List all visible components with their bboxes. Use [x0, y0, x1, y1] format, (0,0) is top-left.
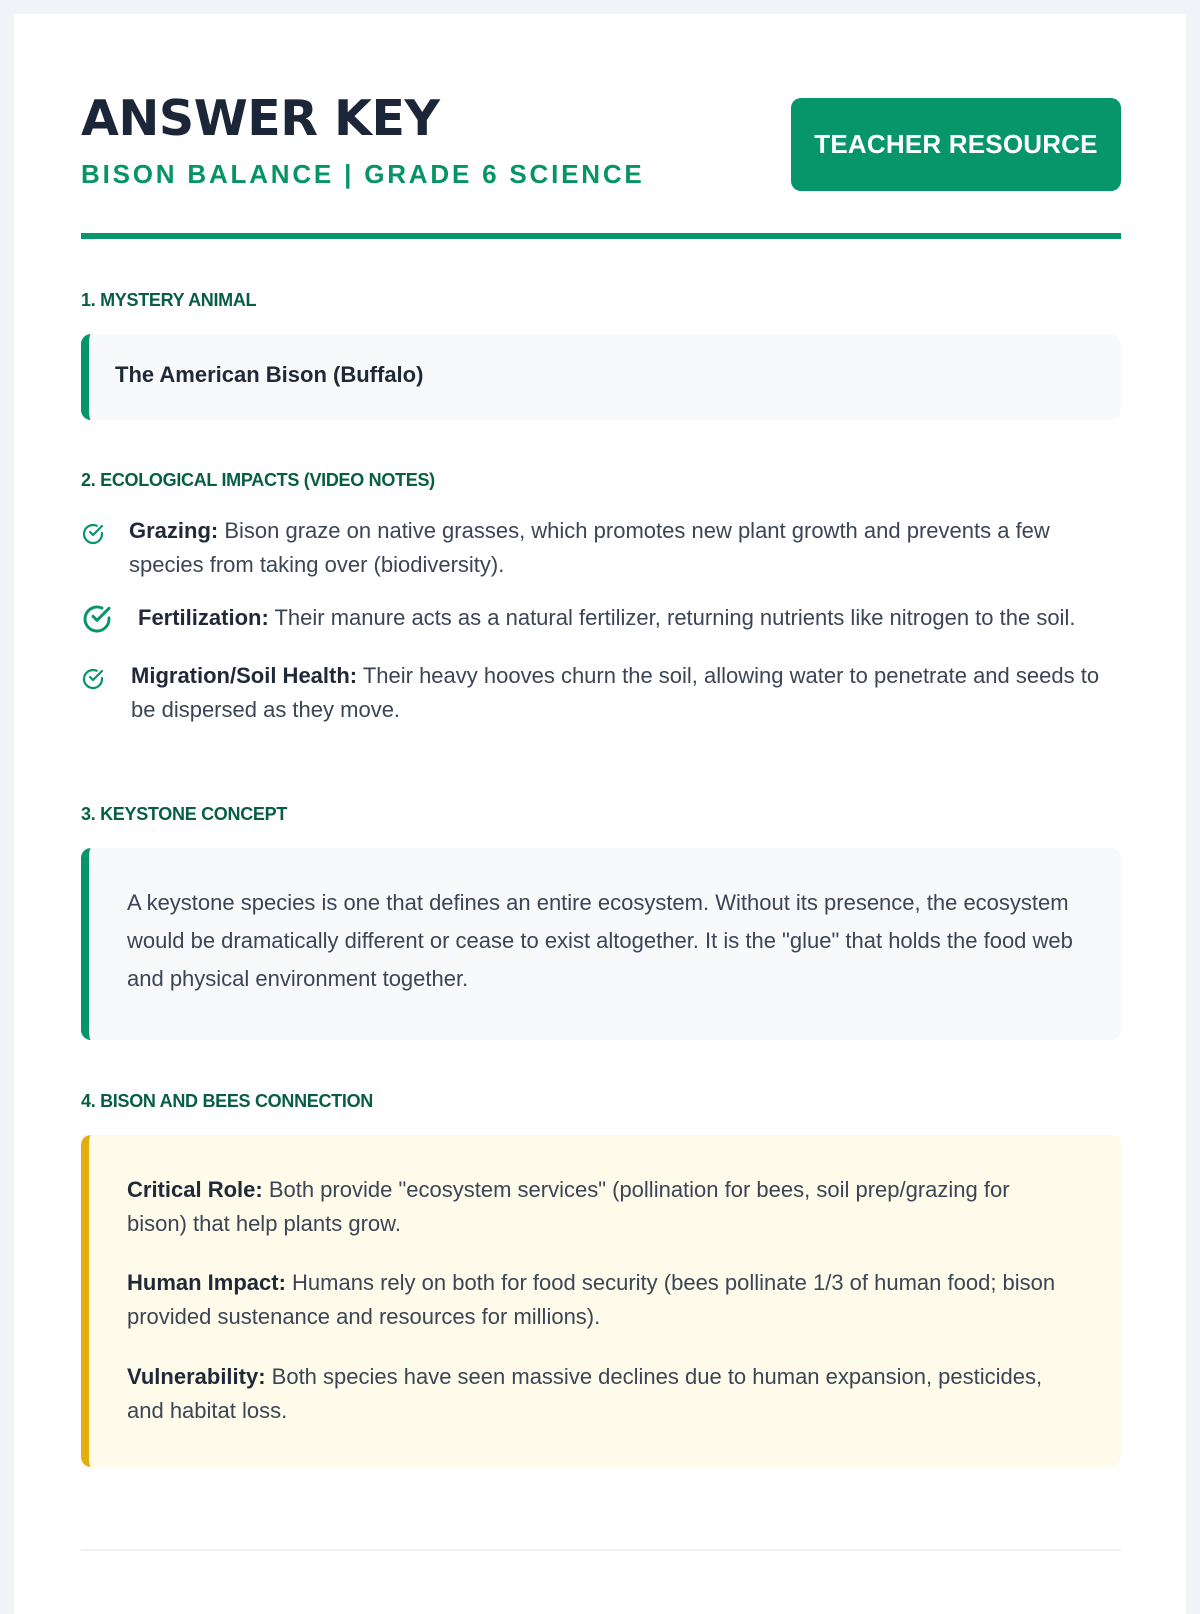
bees-point-label: Critical Role: [127, 1177, 263, 1202]
header [81, 90, 1121, 194]
impact-text [129, 514, 1121, 582]
bees-connection-box [81, 1135, 1121, 1467]
bees-point-text: Both species have seen massive declines due to human expansion, pesticides, and habitat loss. [127, 1364, 1043, 1423]
check-circle-icon [81, 603, 138, 640]
check-circle-icon [81, 522, 129, 551]
teacher-resource-badge: TEACHER RESOURCE [791, 98, 1121, 191]
keystone-box [81, 848, 1121, 1040]
impact-text [138, 601, 1098, 635]
page-subtitle: BISON BALANCE | GRADE 6 SCIENCE [81, 159, 645, 189]
section-title-mystery-animal: 1. MYSTERY ANIMAL [81, 290, 257, 310]
mystery-answer-box [81, 334, 1121, 420]
impact-text [131, 659, 1121, 727]
impact-label: Fertilization: [138, 605, 269, 630]
section-title-keystone-concept: 3. KEYSTONE CONCEPT [81, 804, 288, 824]
impact-description: Bison graze on native grasses, which promotes new plant growth and prevents a few species from taking over (biodiversity). [129, 518, 1050, 577]
list-item [81, 514, 1121, 582]
impacts-list [81, 514, 1121, 746]
section-title-bison-and-bees: 4. BISON AND BEES CONNECTION [81, 1091, 373, 1111]
impact-label: Grazing: [129, 518, 219, 543]
bees-point [127, 1173, 1057, 1241]
impact-description: Their manure acts as a natural fertilizer, returning nutrients like nitrogen to the soil. [268, 605, 1076, 630]
bees-point-text: Humans rely on both for food security (bees pollinate 1/3 of human food; bison provided sustenance and resources for millions). [127, 1270, 1056, 1329]
bees-point-label: Vulnerability: [127, 1364, 266, 1389]
impact-label: Migration/Soil Health: [131, 663, 358, 688]
keystone-definition: A keystone species is one that defines an entire ecosystem. Without its presence, the ecosystem would be dramatically different or cease to exist altogether. It is the "glue" that holds the food web and physical environment together. [127, 890, 1073, 991]
footer-divider [81, 1549, 1121, 1551]
answer-key-page [14, 14, 1186, 1614]
list-item [81, 659, 1121, 727]
bees-point-text: Both provide "ecosystem services" (pollination for bees, soil prep/grazing for bison) that help plants grow. [127, 1177, 1010, 1236]
page-title: ANSWER KEY [81, 90, 440, 147]
check-circle-icon [81, 667, 131, 696]
section-title-ecological-impacts: 2. ECOLOGICAL IMPACTS (VIDEO NOTES) [81, 470, 435, 490]
list-item [81, 601, 1121, 640]
bees-point [127, 1266, 1057, 1334]
mystery-answer: The American Bison (Buffalo) [115, 362, 424, 387]
bees-point-label: Human Impact: [127, 1270, 286, 1295]
header-divider [81, 233, 1121, 239]
bees-point [127, 1360, 1057, 1428]
impact-description: Their heavy hooves churn the soil, allowing water to penetrate and seeds to be dispersed as they move. [131, 663, 1100, 722]
